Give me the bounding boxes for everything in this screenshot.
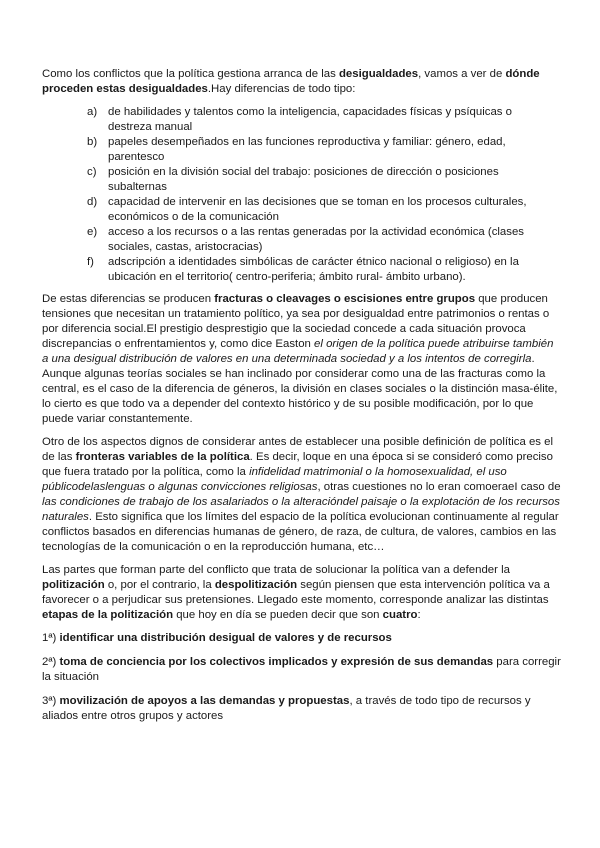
intro-bold-desigualdades: desigualdades <box>338 68 419 80</box>
frontiers-paragraph <box>42 435 562 555</box>
paragraph-text: , otras cuestiones no lo eran comoeraeI caso de <box>317 481 561 493</box>
paragraph-italic: las condiciones de trabajo de los asalariados o la alteracióndel paisaje o la explotación de los recursos naturales <box>42 496 560 523</box>
paragraph-bold: etapas de la politización <box>42 609 174 621</box>
stage-title: movilización de apoyos a las demandas y propuestas <box>59 695 350 707</box>
intro-text: .Hay diferencias de todo tipo: <box>207 83 356 95</box>
list-marker: c) <box>87 166 97 178</box>
paragraph-text: Las partes que forman parte del conflicto que trata de solucionar la política van a defender la <box>42 564 510 576</box>
paragraph-bold: fronteras variables de la política <box>75 451 250 463</box>
paragraph-text: según piensen que esta intervención política va a favorecer o a perjudicar sus pretensiones. Llegado este momento, corresponde analizar las distintas <box>42 579 550 606</box>
easton-quote: el origen de la política puede atribuirse también a una desigual distribución de valores en una determinada sociedad y a los intentos de corregirla <box>42 338 554 365</box>
list-item-text: de habilidades y talentos como la inteligencia, capacidades físicas y psíquicas o destreza manual <box>108 106 512 133</box>
paragraph-bold: politización <box>42 579 105 591</box>
stage-text: para corregir la situación <box>42 656 561 683</box>
stage-title: identificar una distribución desigual de valores y de recursos <box>59 632 392 644</box>
stage-text: , a través de todo tipo de recursos y aliados entre otros grupos y actores <box>42 695 531 722</box>
paragraph-text: . Esto significa que los límites del espacio de la política evolucionan continuamente al regular conflictos basados en diferencias humanas de género, de raza, de cultura, de valores, cambios en las tecnologías de la comunicación o en la reproducción humana, etc… <box>42 511 559 553</box>
list-item <box>42 165 562 195</box>
list-item-text: posición en la división social del trabajo: posiciones de dirección o posiciones subalternas <box>108 166 499 193</box>
stage-number: 3ª) <box>42 695 60 707</box>
list-marker: f) <box>87 256 94 268</box>
list-item <box>42 105 562 135</box>
stage-number: 2ª) <box>42 656 60 668</box>
list-item-text: papeles desempeñados en las funciones reproductiva y familiar: género, edad, parentesco <box>108 136 506 163</box>
list-item <box>42 135 562 165</box>
list-item <box>42 255 562 285</box>
paragraph-text: . Aunque algunas teorías sociales se han inclinado por considerar como una de las fracturas como la central, es el caso de la diferencia de géneros, la división en clases sociales o la distinción masa-élite, lo cierto es que todo va a depender del contexto histórico y de su posible modificación, por lo que puede variar constantemente. <box>42 353 558 425</box>
list-item-text: adscripción a identidades simbólicas de carácter étnico nacional o religioso) en la ubicación en el territorio( centro-periferia; ámbito rural- ámbito urbano). <box>108 256 519 283</box>
differences-list <box>42 105 562 285</box>
stage-item <box>42 694 562 724</box>
stage-item <box>42 655 562 685</box>
list-marker: b) <box>87 136 98 148</box>
paragraph-bold: fracturas o cleavages o escisiones entre grupos <box>214 293 476 305</box>
paragraph-text: que producen tensiones que necesitan un tratamiento político, ya sea por desigualdad entre patrimonios o rentas o por diferencia social.El prestigio desprestigio que la sociedad concede a cada situación provoca discrepancias o enfrentamientos y, como dice Easton <box>42 293 550 350</box>
paragraph-italic: infidelidad matrimonial o la homosexualidad, el uso públicodelaslenguas o algunas convicciones religiosas <box>42 466 507 493</box>
document-page <box>42 67 562 733</box>
list-item-text: acceso a los recursos o a las rentas generadas por la actividad económica (clases sociales, castas, aristocracias) <box>108 226 524 253</box>
paragraph-text: . Es decir, loque en una época si se consideró como preciso que fuera tratado por la política, como la <box>42 451 553 478</box>
paragraph-text: : <box>417 609 421 621</box>
list-item-text: capacidad de intervenir en las decisiones que se toman en los procesos culturales, económicos o de la comunicación <box>108 196 527 223</box>
paragraph-text: Otro de los aspectos dignos de considerar antes de establecer una posible definición de política es el de las <box>42 436 553 463</box>
politicization-paragraph <box>42 563 562 623</box>
paragraph-text: que hoy en día se pueden decir que son <box>173 609 383 621</box>
list-item <box>42 225 562 255</box>
stage-item <box>42 631 562 646</box>
list-item <box>42 195 562 225</box>
stage-number: 1ª) <box>42 632 60 644</box>
cleavages-paragraph <box>42 292 562 427</box>
list-marker: d) <box>87 196 98 208</box>
paragraph-text: De estas diferencias se producen <box>42 293 215 305</box>
intro-text: Como los conflictos que la política gestiona arranca de las <box>42 68 339 80</box>
paragraph-bold: cuatro <box>382 609 418 621</box>
intro-bold-origin: dónde proceden estas desigualdades <box>42 68 540 95</box>
stage-title: toma de conciencia por los colectivos implicados y expresión de sus demandas <box>59 656 494 668</box>
paragraph-text: o, por el contrario, la <box>104 579 215 591</box>
list-marker: e) <box>87 226 98 238</box>
list-marker: a) <box>87 106 98 118</box>
intro-text: , vamos a ver de <box>418 68 506 80</box>
paragraph-bold: despolitización <box>214 579 298 591</box>
intro-paragraph <box>42 67 562 97</box>
